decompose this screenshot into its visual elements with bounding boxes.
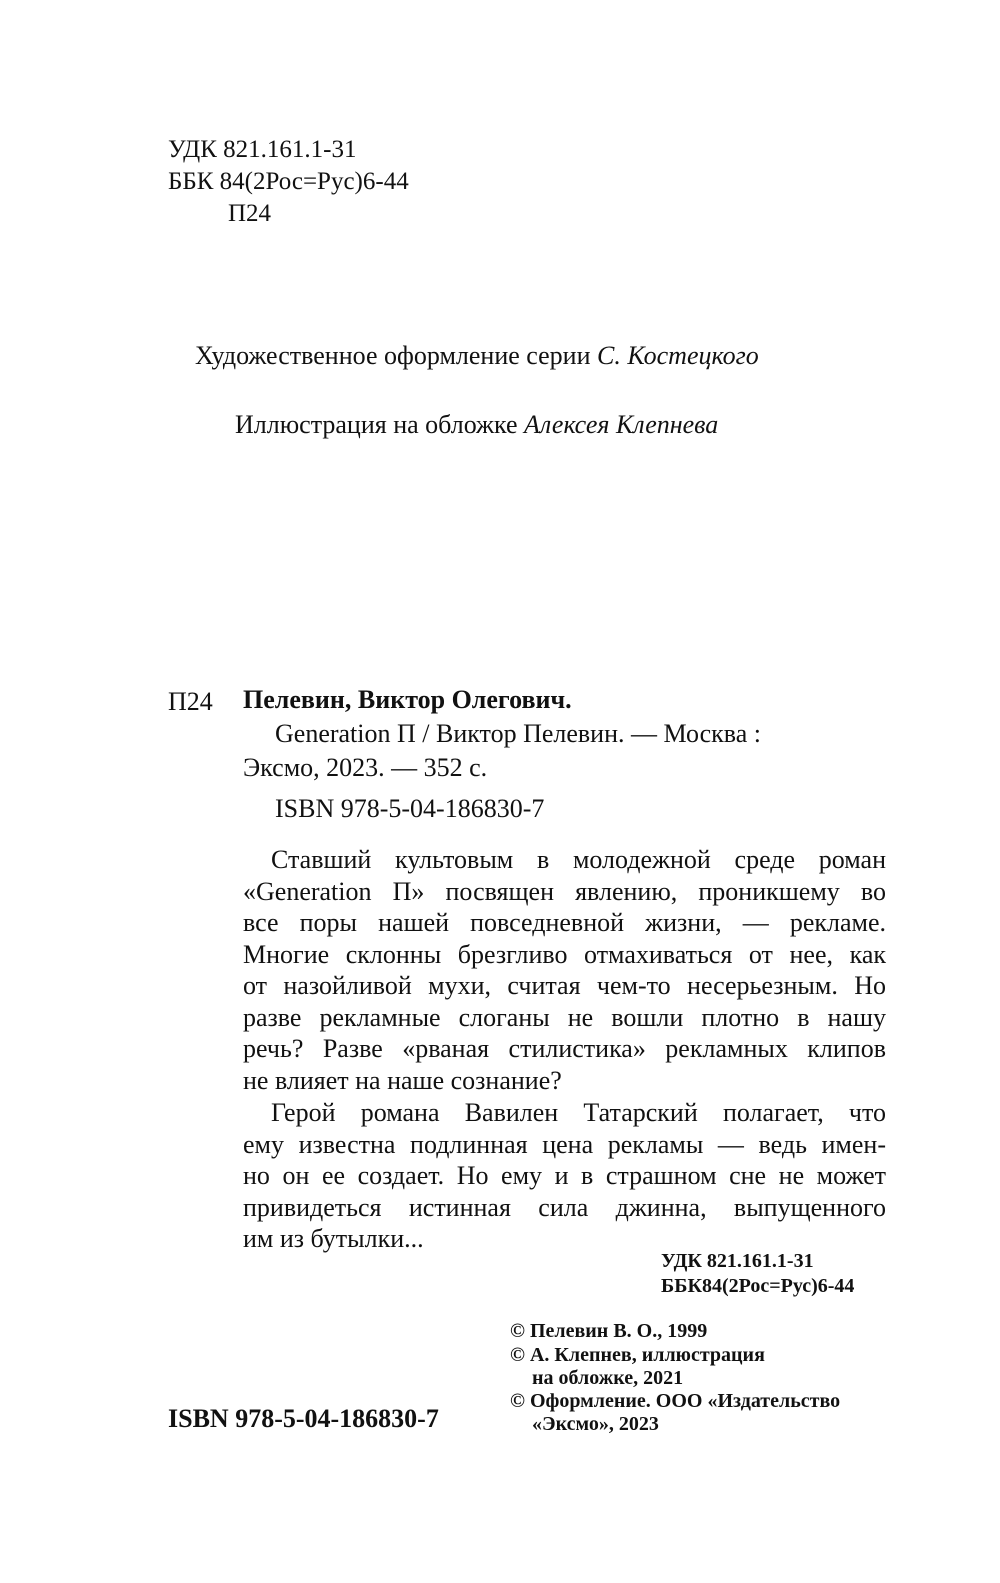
- annotation-line: речь? Разве «рваная стилистика» рекламных клипов: [243, 1034, 886, 1063]
- author-mark-record: П24: [168, 687, 213, 716]
- annotation-line: Ставший культовым в молодежной среде роман: [271, 845, 886, 874]
- annotation-paragraph-2: [243, 1097, 886, 1255]
- bbk-code-bottom: ББК84(2Рос=Рус)6-44: [661, 1275, 855, 1297]
- annotation-line: но он ее создает. Но ему и в страшном сне не может: [243, 1161, 886, 1190]
- copyright-illustration-cont: на обложке, 2021: [532, 1367, 684, 1389]
- bbk-code-top: ББК 84(2Рос=Рус)6-44: [168, 168, 409, 195]
- annotation-line: Герой романа Вавилен Татарский полагает, что: [271, 1098, 886, 1127]
- annotation-line: разве рекламные слоганы не вошли плотно в нашу: [243, 1002, 886, 1032]
- isbn-bottom: ISBN 978-5-04-186830-7: [168, 1404, 439, 1433]
- copyright-illustration: © А. Клепнев, иллюстрация: [510, 1344, 765, 1366]
- annotation-line: «Generation П» посвящен явлению, проникшему во: [243, 876, 886, 906]
- copyright-design-cont: «Эксмо», 2023: [532, 1413, 659, 1435]
- record-author: Пелевин, Виктор Олегович.: [243, 685, 572, 714]
- annotation-line: им из бутылки...: [243, 1224, 424, 1253]
- annotation-line: Многие склонны брезгливо отмахиваться от нее, как: [243, 939, 886, 969]
- annotation-paragraph-1: [243, 844, 886, 1096]
- annotation-line: все поры нашей повседневной жизни, — рекламе.: [243, 908, 886, 937]
- record-title-line-2: Эксмо, 2023. — 352 с.: [243, 753, 488, 782]
- copyright-author: © Пелевин В. О., 1999: [510, 1320, 708, 1342]
- author-mark-top: П24: [228, 200, 272, 227]
- annotation-line: привидеться истинная сила джинна, выпущенного: [243, 1192, 886, 1222]
- record-isbn: ISBN 978-5-04-186830-7: [275, 794, 545, 823]
- series-design-name: С. Костецкого: [597, 341, 759, 370]
- udk-code-bottom: УДК 821.161.1-31: [661, 1250, 814, 1272]
- annotation-line: от назойливой мухи, считая чем-то несерьезным. Но: [243, 971, 886, 1000]
- copyright-design: © Оформление. ООО «Издательство: [510, 1390, 841, 1412]
- series-design-credit: [195, 340, 759, 372]
- series-design-label: Художественное оформление серии: [195, 341, 591, 370]
- annotation-line: ему известна подлинная цена рекламы — ведь имен-: [243, 1129, 886, 1159]
- illustration-credit: [235, 409, 718, 441]
- udk-code-top: УДК 821.161.1-31: [168, 136, 357, 163]
- record-title-line-1: Generation П / Виктор Пелевин. — Москва :: [275, 719, 761, 748]
- illustration-name: Алексея Клепнева: [524, 410, 719, 439]
- illustration-label: Иллюстрация на обложке: [235, 410, 518, 439]
- annotation-line: не влияет на наше сознание?: [243, 1065, 562, 1095]
